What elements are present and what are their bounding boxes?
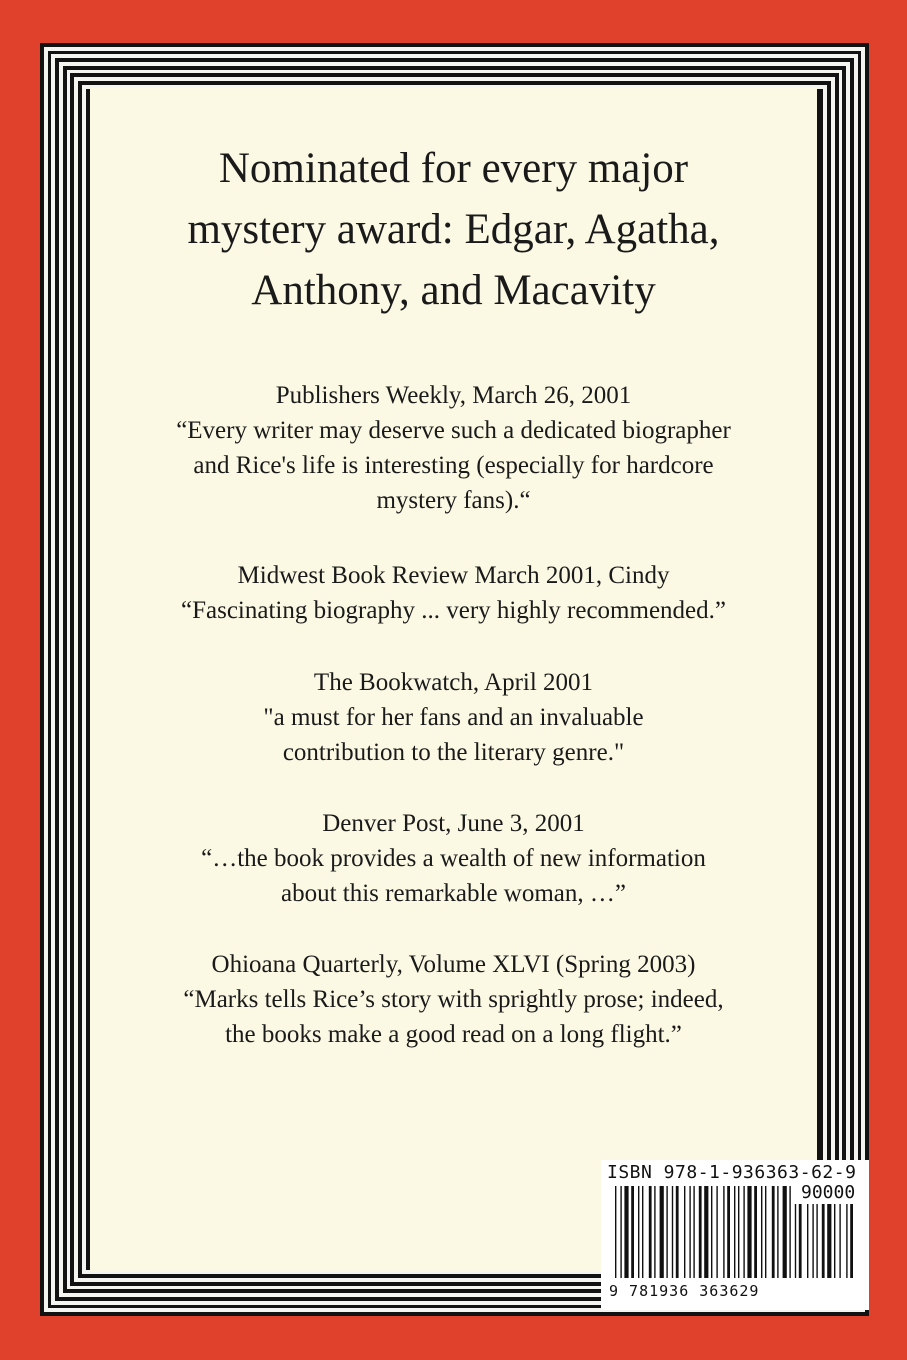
review-bookwatch — [90, 665, 817, 770]
barcode-bar — [846, 1204, 847, 1278]
review-quote: contribution to the literary genre." — [282, 739, 625, 766]
barcode-bar — [666, 1186, 667, 1278]
barcode-bar — [816, 1204, 817, 1278]
barcode-bar — [672, 1186, 673, 1278]
review-quote: “Fascinating biography ... very highly recommended.” — [181, 597, 726, 624]
barcode-bar — [615, 1186, 616, 1278]
content-panel — [90, 88, 817, 1272]
review-midwest — [90, 558, 817, 628]
headline-line: Anthony, and Macavity — [251, 267, 656, 314]
barcode-bar — [761, 1186, 762, 1278]
barcode-bar — [689, 1186, 690, 1278]
barcode-bar — [799, 1204, 802, 1278]
barcode-bar — [850, 1204, 853, 1278]
barcode-bar — [734, 1186, 735, 1278]
barcode-bar — [723, 1186, 724, 1278]
review-quote: “Marks tells Rice’s story with sprightly prose; indeed, — [183, 986, 724, 1013]
barcode-bar — [638, 1186, 639, 1278]
review-publishers-weekly — [90, 378, 817, 518]
headline — [90, 138, 817, 321]
review-quote: about this remarkable woman, …” — [280, 880, 627, 907]
barcode-bar — [827, 1204, 831, 1278]
headline-line: mystery award: Edgar, Agatha, — [187, 206, 720, 253]
barcode-bar — [765, 1186, 766, 1278]
barcode-bar — [783, 1186, 787, 1278]
price-code: 90000 — [801, 1182, 856, 1203]
barcode-bar — [649, 1186, 652, 1278]
review-quote: “…the book provides a wealth of new information — [201, 845, 706, 872]
barcode-bar — [624, 1186, 628, 1278]
review-source: Ohioana Quarterly, Volume XLVI (Spring 2003) — [211, 951, 696, 978]
review-quote: "a must for her fans and an invaluable — [263, 704, 644, 731]
barcode-bar — [684, 1186, 685, 1278]
barcode-bar — [839, 1204, 840, 1278]
headline-line: Nominated for every major — [218, 145, 689, 192]
barcode-bar — [834, 1204, 835, 1278]
barcode-bar — [654, 1186, 655, 1278]
barcode-bar — [807, 1204, 808, 1278]
review-ohioana — [90, 947, 817, 1052]
barcode-bar — [812, 1204, 813, 1278]
barcode-bar — [699, 1186, 702, 1278]
barcode-bar — [754, 1186, 757, 1278]
review-quote: and Rice's life is interesting (especially for hardcore — [193, 452, 714, 479]
review-quote: mystery fans).“ — [376, 487, 531, 514]
review-denver-post — [90, 806, 817, 911]
review-quote: “Every writer may deserve such a dedicated biographer — [176, 417, 731, 444]
isbn-number: ISBN 978-1-936363-62-9 — [607, 1162, 857, 1183]
barcode-bar — [693, 1186, 694, 1278]
barcode-bar — [711, 1186, 712, 1278]
barcode-bar — [747, 1186, 751, 1278]
review-source: The Bookwatch, April 2001 — [313, 669, 594, 696]
barcode-bar — [631, 1186, 634, 1278]
review-source: Midwest Book Review March 2001, Cindy — [237, 562, 670, 589]
review-quote: the books make a good read on a long flight.” — [225, 1021, 682, 1048]
barcode-bar — [789, 1186, 790, 1278]
barcode-bar — [642, 1186, 643, 1278]
barcode-bar — [795, 1204, 796, 1278]
barcode-bar — [704, 1186, 708, 1278]
barcode-bar — [777, 1186, 778, 1278]
barcode-bar — [620, 1186, 621, 1278]
barcode-bar — [772, 1186, 775, 1278]
barcode-bar — [738, 1186, 739, 1278]
isbn-barcode — [601, 1160, 869, 1310]
review-source: Denver Post, June 3, 2001 — [322, 810, 585, 837]
barcode-bar — [660, 1186, 664, 1278]
barcode-bar — [822, 1204, 825, 1278]
barcode-bar — [727, 1186, 730, 1278]
barcode-digits: 9 781936 363629 — [609, 1282, 760, 1300]
barcode-bar — [743, 1186, 744, 1278]
barcode-bar — [676, 1186, 679, 1278]
barcode-bar — [716, 1186, 717, 1278]
review-source: Publishers Weekly, March 26, 2001 — [275, 382, 632, 409]
